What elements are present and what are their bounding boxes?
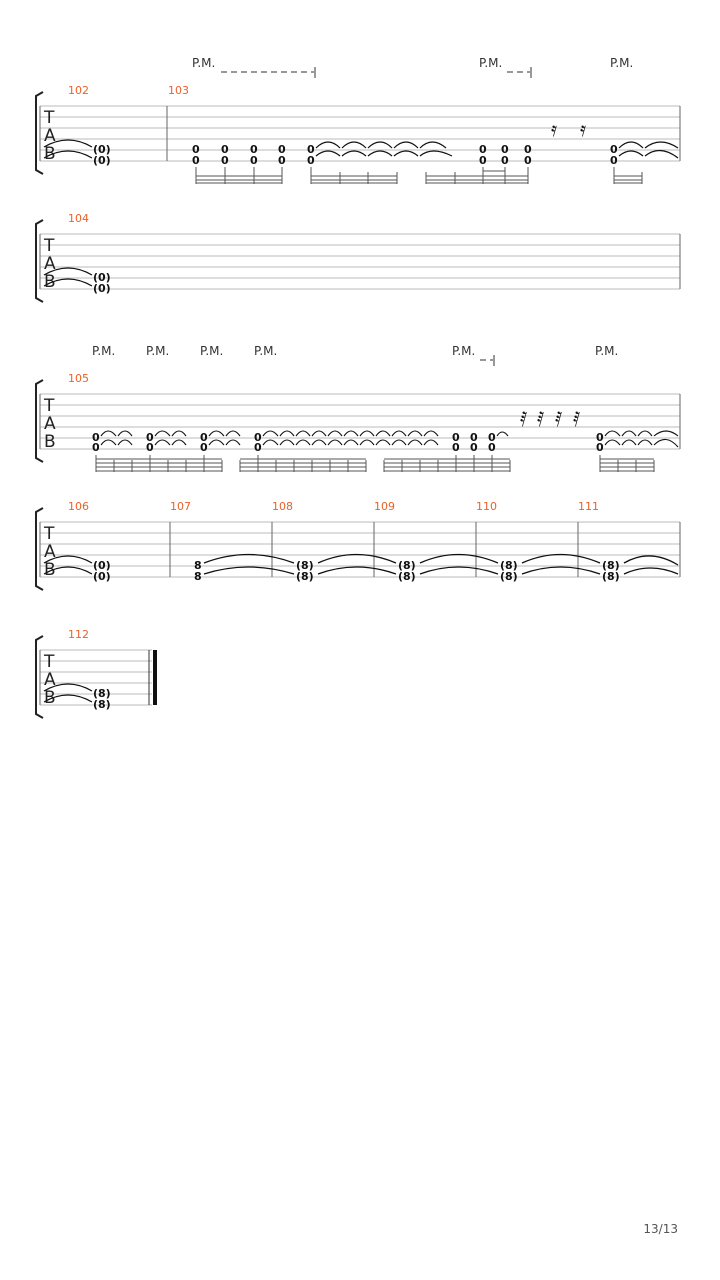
tab-note: 0: [479, 154, 487, 167]
system-3: [36, 344, 680, 472]
measure-number: 109: [374, 500, 395, 513]
measure-number: 106: [68, 500, 89, 513]
tab-note: (8): [602, 570, 620, 583]
palm-mute-mark: P.M.: [192, 56, 216, 70]
tab-note: 0: [92, 431, 100, 444]
tab-note: (8): [93, 687, 111, 700]
measure-number: 110: [476, 500, 497, 513]
tab-note: 0: [278, 143, 286, 156]
tab-note: 0: [250, 143, 258, 156]
tab-note: (8): [500, 570, 518, 583]
rest-icon: 𝅀: [573, 407, 581, 431]
tab-note: (8): [500, 559, 518, 572]
tab-note: 0: [307, 154, 315, 167]
tab-clef-b: B: [44, 432, 56, 452]
tab-clef-a: A: [44, 126, 56, 146]
palm-mute-mark: P.M.: [146, 344, 170, 358]
palm-mute-mark: P.M.: [92, 344, 116, 358]
tab-note: 0: [524, 154, 532, 167]
tab-clef-b: B: [44, 272, 56, 292]
tab-note: 0: [479, 143, 487, 156]
tab-note: 0: [221, 154, 229, 167]
tab-clef-a: A: [44, 254, 56, 274]
measure-number: 108: [272, 500, 293, 513]
tab-note: 0: [452, 441, 460, 454]
tab-note: 0: [192, 154, 200, 167]
tab-note: (8): [296, 559, 314, 572]
tab-note: 0: [452, 431, 460, 444]
tab-note: (8): [93, 698, 111, 711]
palm-mute-mark: P.M.: [200, 344, 224, 358]
tab-note: 0: [254, 441, 262, 454]
tab-note: 0: [470, 431, 478, 444]
tab-note: (0): [93, 282, 111, 295]
system-2: [36, 212, 680, 302]
measure-number: 105: [68, 372, 89, 385]
staff-lines: [40, 522, 680, 577]
tab-note: 0: [278, 154, 286, 167]
tab-clef-b: B: [44, 688, 56, 708]
tab-clef-b: B: [44, 144, 56, 164]
measure-number: 102: [68, 84, 89, 97]
barlines: [40, 522, 680, 577]
tab-note: (0): [93, 570, 111, 583]
tab-note: (8): [398, 559, 416, 572]
palm-mute-mark: P.M.: [254, 344, 278, 358]
tab-clef-a: A: [44, 414, 56, 434]
tab-note: (8): [398, 570, 416, 583]
palm-mute-mark: P.M.: [595, 344, 619, 358]
measure-number: 104: [68, 212, 89, 225]
measure-number: 103: [168, 84, 189, 97]
rest-icon: 𝅀: [555, 407, 563, 431]
rest-icon: 𝅀: [537, 407, 545, 431]
tab-clef-t: T: [44, 652, 55, 672]
tab-note: 0: [488, 441, 496, 454]
tab-note: 0: [254, 431, 262, 444]
tab-note: 0: [221, 143, 229, 156]
rest-icon: 𝄿: [580, 117, 587, 141]
tab-clef-t: T: [44, 108, 55, 128]
tab-note: 0: [92, 441, 100, 454]
tab-note: 0: [200, 431, 208, 444]
final-barline-thick: [153, 650, 157, 705]
tab-note: 0: [596, 431, 604, 444]
measure-number: 107: [170, 500, 191, 513]
palm-mute-mark: P.M.: [452, 344, 476, 358]
tab-note: 0: [501, 154, 509, 167]
system-5: [36, 628, 157, 718]
tab-note: 0: [501, 143, 509, 156]
tab-clef-b: B: [44, 560, 56, 580]
tab-note: (8): [602, 559, 620, 572]
beam-group: [96, 455, 654, 472]
tab-note: 8: [194, 570, 202, 583]
tab-clef-t: T: [44, 524, 55, 544]
tab-note: (0): [93, 271, 111, 284]
tab-note: 0: [610, 154, 618, 167]
tab-note: 0: [146, 441, 154, 454]
tab-note: 0: [307, 143, 315, 156]
rest-icon: 𝄿: [551, 117, 558, 141]
system-4: [36, 500, 680, 590]
tab-note: 0: [146, 431, 154, 444]
tab-note: (8): [296, 570, 314, 583]
tab-note: 0: [200, 441, 208, 454]
palm-mute-mark: P.M.: [610, 56, 634, 70]
tab-note: 0: [250, 154, 258, 167]
tab-note: 0: [192, 143, 200, 156]
tab-note: (0): [93, 559, 111, 572]
tab-clef-t: T: [44, 396, 55, 416]
tab-note: 0: [470, 441, 478, 454]
tab-note: 0: [488, 431, 496, 444]
rest-icon: 𝅀: [520, 407, 528, 431]
tab-note: (0): [93, 143, 111, 156]
staff-lines: [40, 234, 680, 289]
tab-clef-a: A: [44, 670, 56, 690]
tab-clef-a: A: [44, 542, 56, 562]
tab-note: 8: [194, 559, 202, 572]
tab-note: 0: [596, 441, 604, 454]
measure-number: 112: [68, 628, 89, 641]
beam-group: [196, 167, 642, 184]
system-1: [36, 56, 680, 184]
page-indicator: 13/13: [643, 1222, 678, 1236]
measure-number: 111: [578, 500, 599, 513]
tab-clef-t: T: [44, 236, 55, 256]
tab-note: (0): [93, 154, 111, 167]
palm-mute-mark: P.M.: [479, 56, 503, 70]
staff-lines: [40, 394, 680, 449]
tab-note: 0: [524, 143, 532, 156]
tab-note: 0: [610, 143, 618, 156]
